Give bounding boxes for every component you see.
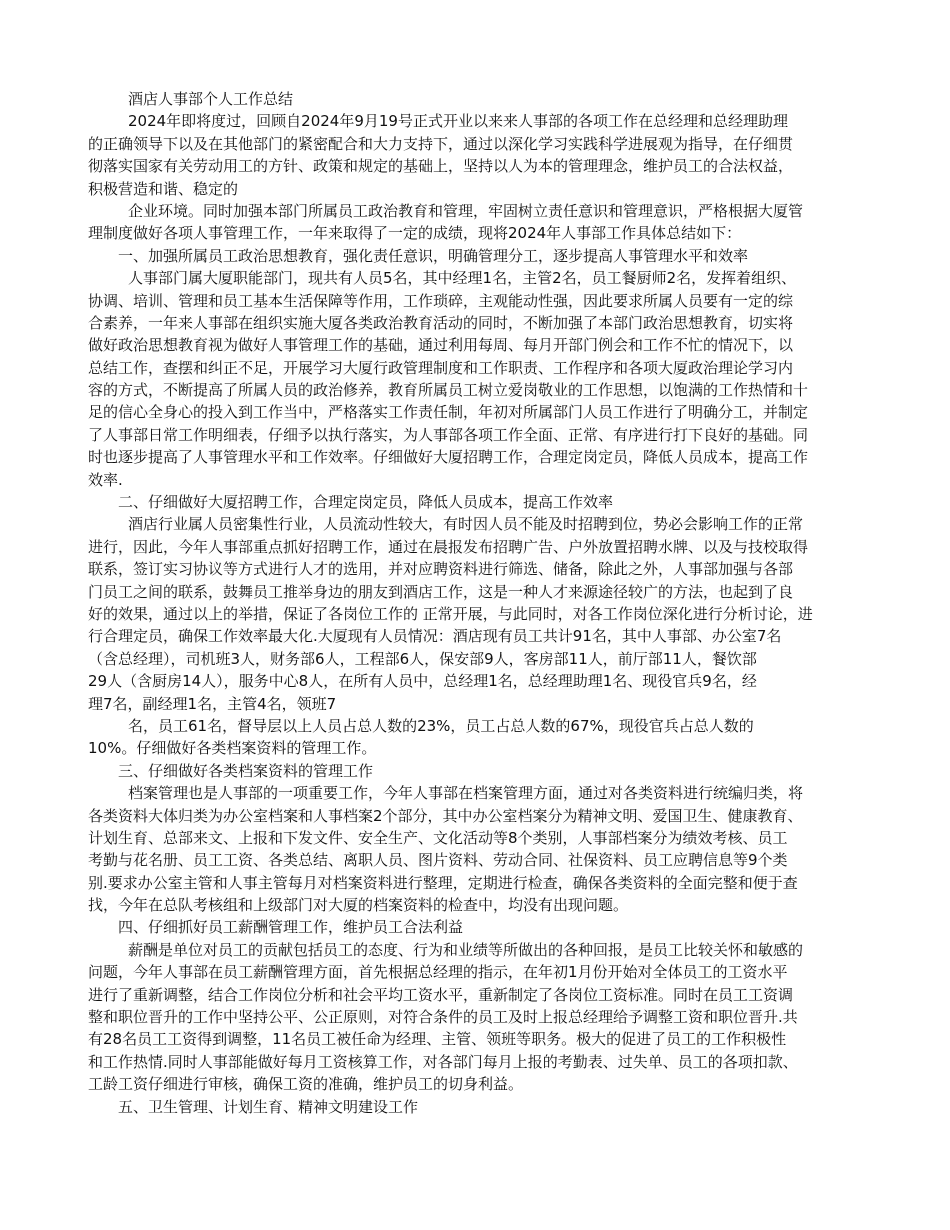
body-line: 时也逐步提高了人事管理水平和工作效率。仔细做好大厦招聘工作，合理定岗定员，降低人员成本，提高工作 [88, 448, 809, 467]
document-body [88, 110, 866, 1118]
body-line: 的正确领导下以及在其他部门的紧密配合和大力支持下，通过以深化学习实践科学进展观为指导，在仔细贯 [88, 134, 794, 153]
body-line: 2024年即将度过，回顾自2024年9月19号正式开业以来来人事部的各项工作在总经理和总经理助理 [128, 112, 788, 131]
body-line: 做好政治思想教育视为做好人事管理工作的基础，通过利用每周、每月开部门例会和工作不忙的情况下，以 [88, 336, 794, 355]
body-line: 好的效果，通过以上的举措，保证了各岗位工作的 正常开展，与此同时，对各工作岗位深化进行分析讨论，进 [88, 604, 813, 623]
body-line: 各类资料大体归类为办公室档案和人事档案2个部分，其中办公室档案分为精神文明、爱国卫生、健康教育、 [88, 806, 803, 825]
body-line: 29人（含厨房14人），服务中心8人，在所有人员中，总经理1名，总经理助理1名、现役官兵9名，经 [88, 672, 757, 691]
body-line: 了人事部日常工作明细表，仔细予以执行落实，为人事部各项工作全面、正常、有序进行打下良好的基础。同 [88, 425, 809, 444]
section-heading: 二、仔细做好大厦招聘工作，合理定岗定员，降低人员成本，提高工作效率 [118, 493, 614, 512]
body-line: 总结工作，查摆和纠正不足，开展学习大厦行政管理制度和工作职责、工作程序和各项大厦政治理论学习内 [88, 358, 794, 377]
body-line: 理7名，副经理1名，主管4名，领班7 [88, 694, 337, 713]
body-line: 计划生育、总部来文、上报和下发文件、安全生产、文化活动等8个类别，人事部档案分为绩效考核、员工 [88, 828, 788, 847]
body-line: 容的方式，不断提高了所属人员的政治修养，教育所属员工树立爱岗敬业的工作思想，以饱满的工作热情和十 [88, 381, 809, 400]
body-line: 有28名员工工资得到调整，11名员工被任命为经理、主管、领班等职务。极大的促进了员工的工作积极性 [88, 1030, 787, 1049]
body-line: 门员工之间的联系，鼓舞员工推举身边的朋友到酒店工作，这是一种人才来源途径较广的方法，也起到了良 [88, 582, 794, 601]
section-heading: 一、加强所属员工政治思想教育，强化责任意识，明确管理分工，逐步提高人事管理水平和效率 [118, 246, 749, 265]
section-heading: 四、仔细抓好员工薪酬管理工作，维护员工合法利益 [118, 918, 464, 937]
body-line: 积极营造和谐、稳定的 [88, 179, 239, 198]
body-line: 找，今年在总队考核组和上级部门对大厦的档案资料的检查中，均没有出现问题。 [88, 896, 629, 915]
body-line: 酒店行业属人员密集性行业，人员流动性较大，有时因人员不能及时招聘到位，势必会影响工作的正常 [128, 515, 804, 534]
body-line: 薪酬是单位对员工的贡献包括员工的态度、行为和业绩等所做出的各种回报，是员工比较关怀和敏感的 [128, 940, 804, 959]
body-line: 效率. [88, 470, 123, 489]
body-line: 和工作热情.同时人事部能做好每月工资核算工作，对各部门每月上报的考勤表、过失单、员工的各项扣款、 [88, 1052, 798, 1071]
body-line: 别.要求办公室主管和人事主管每月对档案资料进行整理，定期进行检查，确保各类资料的全面完整和便于查 [88, 873, 798, 892]
body-line: 企业环境。同时加强本部门所属员工政治教育和管理，牢固树立责任意识和管理意识，严格根据大厦管 [128, 201, 804, 220]
body-line: 考勤与花名册、员工工资、各类总结、离职人员、图片资料、劳动合同、社保资料、员工应聘信息等9个类 [88, 851, 788, 870]
body-line: 合素养，一年来人事部在组织实施大厦各类政治教育活动的同时，不断加强了本部门政治思想教育，切实将 [88, 313, 794, 332]
body-line: 行合理定员，确保工作效率最大化.大厦现有人员情况：酒店现有员工共计91名，其中人事部、办公室7名 [88, 627, 782, 646]
body-line: 名，员工61名，督导层以上人员占总人数的23%，员工占总人数的67%，现役官兵占总人数的 [128, 716, 754, 735]
body-line: （含总经理），司机班3人，财务部6人，工程部6人，保安部9人，客房部11人，前厅部11人，餐饮部 [88, 649, 757, 668]
body-line: 协调、培训、管理和员工基本生活保障等作用，工作琐碎，主观能动性强，因此要求所属人员要有一定的综 [88, 291, 794, 310]
body-line: 联系，签订实习协议等方式进行人才的选用，并对应聘资料进行筛选、储备，除此之外，人事部加强与各部 [88, 560, 794, 579]
body-line: 进行了重新调整，结合工作岗位分析和社会平均工资水平，重新制定了各岗位工资标准。同时在员工工资调 [88, 985, 794, 1004]
body-line: 足的信心全身心的投入到工作当中，严格落实工作责任制，年初对所属部门人员工作进行了明确分工，并制定 [88, 403, 809, 422]
body-line: 理制度做好各项人事管理工作，一年来取得了一定的成绩，现将2024年人事部工作具体总结如下： [88, 224, 742, 243]
body-line: 档案管理也是人事部的一项重要工作，今年人事部在档案管理方面，通过对各类资料进行统编归类，将 [128, 784, 804, 803]
body-line: 彻落实国家有关劳动用工的方针、政策和规定的基础上，坚持以人为本的管理理念，维护员工的合法权益， [88, 157, 794, 176]
body-line: 人事部门属大厦职能部门，现共有人员5名，其中经理1名，主管2名，员工餐厨师2名，发挥着组织、 [128, 269, 797, 288]
body-line: 问题，今年人事部在员工薪酬管理方面，首先根据总经理的指示，在年初1月份开始对全体员工的工资水平 [88, 963, 788, 982]
section-heading: 五、卫生管理、计划生育、精神文明建设工作 [118, 1097, 419, 1116]
body-line: 10%。仔细做好各类档案资料的管理工作。 [88, 739, 377, 758]
body-line: 整和职位晋升的工作中坚持公平、公正原则，对符合条件的员工及时上报总经理给予调整工资和职位晋升.共 [88, 1008, 798, 1027]
section-heading: 三、仔细做好各类档案资料的管理工作 [118, 761, 374, 780]
body-line: 进行，因此，今年人事部重点抓好招聘工作，通过在晨报发布招聘广告、户外放置招聘水牌、以及与技校取得 [88, 537, 809, 556]
document-page [88, 88, 866, 1118]
document-title: 酒店人事部个人工作总结 [128, 90, 294, 108]
body-line: 工龄工资仔细进行审核，确保工资的准确，维护员工的切身利益。 [88, 1075, 524, 1094]
